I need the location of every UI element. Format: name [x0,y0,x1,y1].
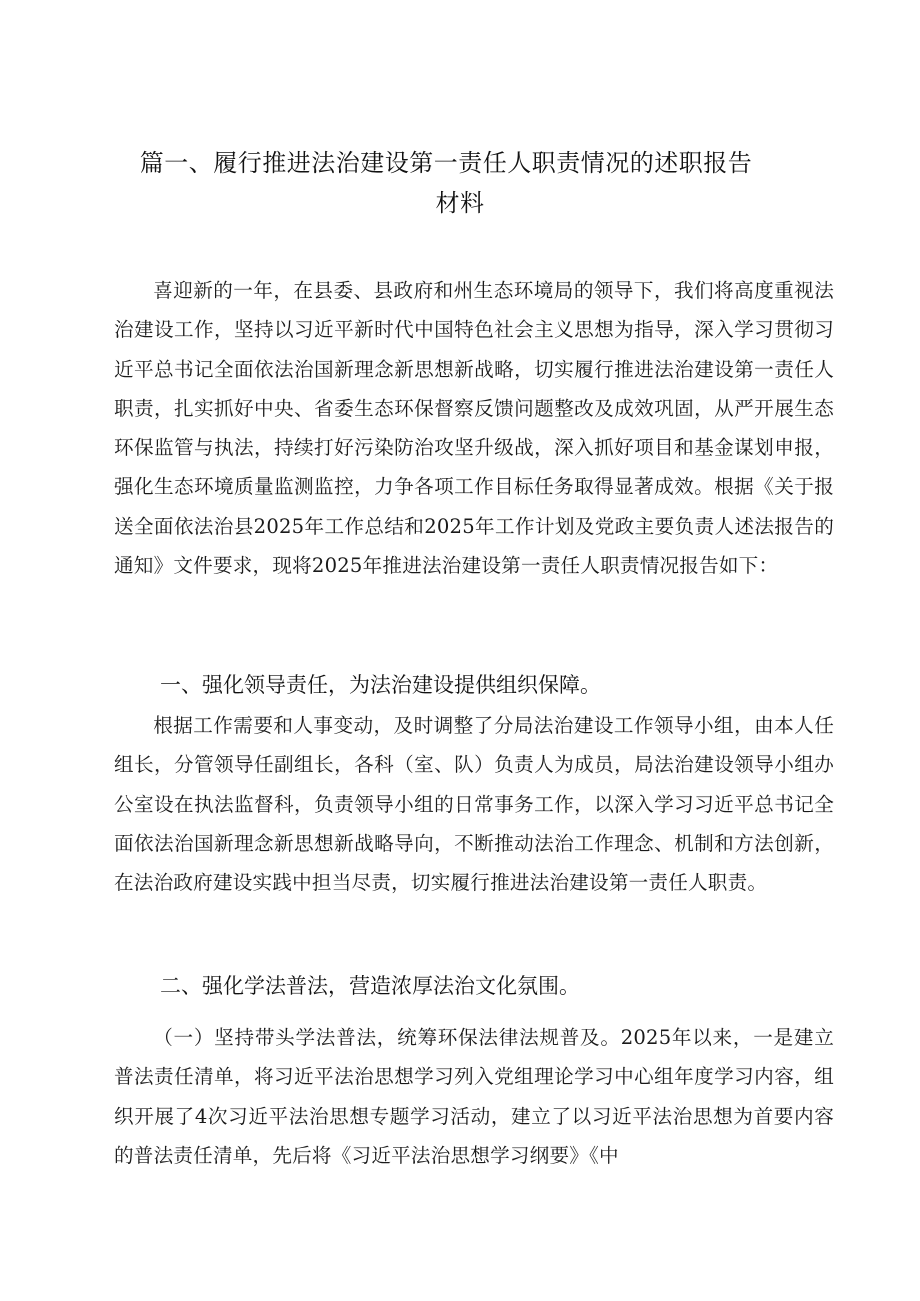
document-title: 篇一、履行推进法治建设第一责任人职责情况的述职报告 [139,149,753,177]
section1-paragraph: 根据工作需要和人事变动，及时调整了分局法治建设工作领导小组，由本人任组长，分管领导任副组长，各科（室、队）负责人为成员，局法治建设领导小组办公室设在执法监督科，负责领导小组的日常事务工作，以深入学习习近平总书记全面依法治国新理念新思想新战略导向，不断推动法治工作理念、机制和方法创新，在法治政府建设实践中担当尽责，切实履行推进法治建设第一责任人职责。 [114,714,834,895]
document-title-continued: 材料 [435,189,485,217]
section2-paragraph: （一）坚持带头学法普法，统筹环保法律法规普及。2025年以来，一是建立普法责任清单，将习近平法治思想学习列入党组理论学习中心组年度学习内容，组织开展了4次习近平法治思想专题学习活动，建立了以习近平法治思想为首要内容的普法责任清单，先后将《习近平法治思想学习纲要》《中 [114,1026,834,1167]
section-heading-2: 二、强化学法普法，营造浓厚法治文化氛围。 [160,974,580,998]
intro-paragraph: 喜迎新的一年，在县委、县政府和州生态环境局的领导下，我们将高度重视法治建设工作，坚持以习近平新时代中国特色社会主义思想为指导，深入学习贯彻习近平总书记全面依法治国新理念新思想新战略，切实履行推进法治建设第一责任人职责，扎实抓好中央、省委生态环保督察反馈问题整改及成效巩固，从严开展生态环保监管与执法，持续打好污染防治攻坚升级战，深入抓好项目和基金谋划申报，强化生态环境质量监测监控，力争各项工作目标任务取得显著成效。根据《关于报送全面依法治县2025年工作总结和2025年工作计划及党政主要负责人述法报告的通知》文件要求，现将2025年推进法治建设第一责任人职责情况报告如下： [114,279,834,578]
section-heading-1: 一、强化领导责任，为法治建设提供组织保障。 [160,673,601,697]
